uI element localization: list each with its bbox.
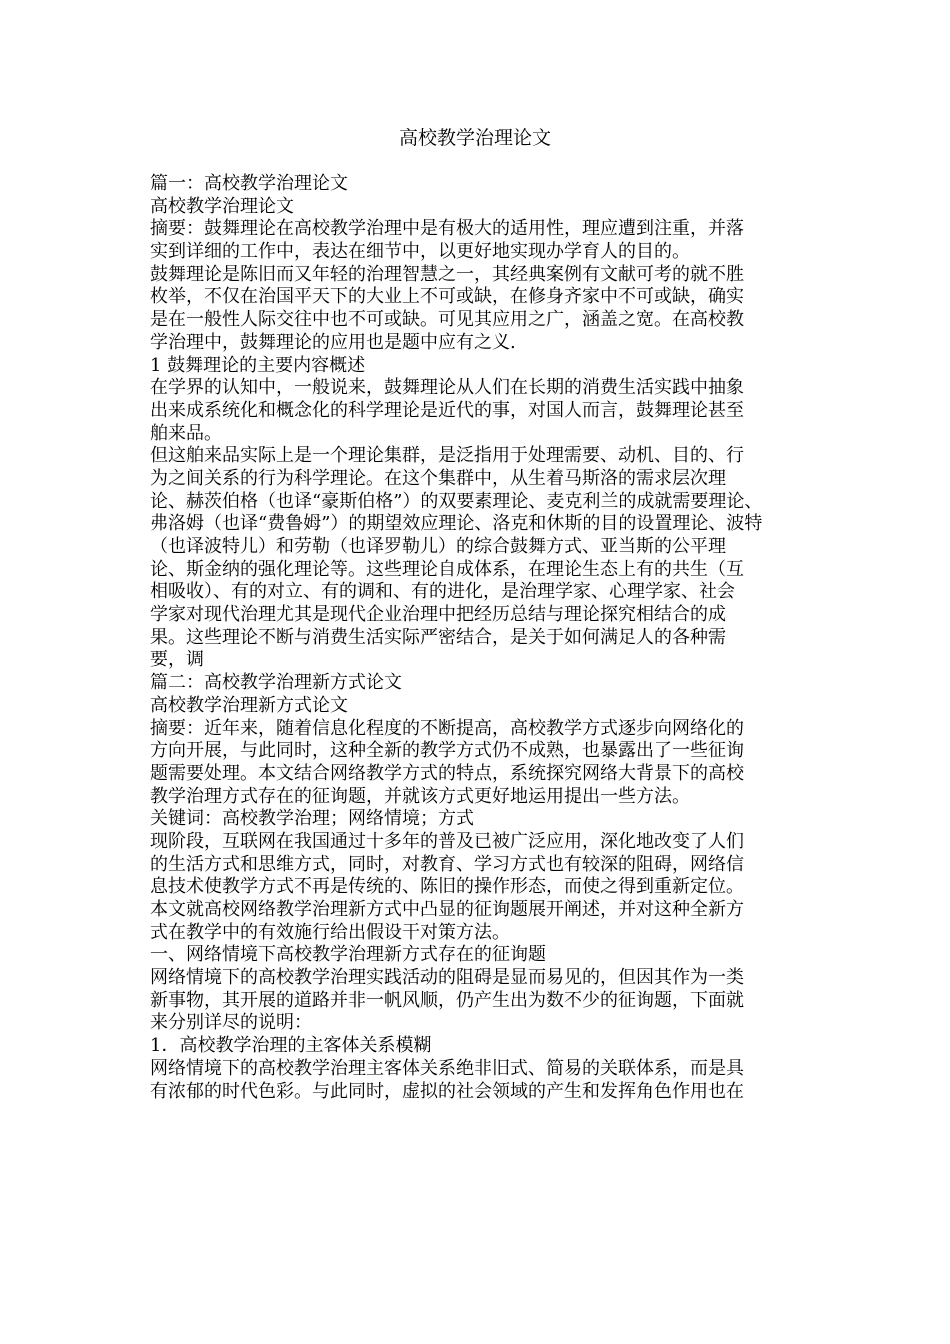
text-line: 题需要处理。本文结合网络教学方式的特点，系统探究网络大背景下的高校 <box>150 762 744 784</box>
text-line: 摘要：近年来，随着信息化程度的不断提高，高校教学方式逐步向网络化的 <box>150 717 744 739</box>
text-line: 篇二：高校教学治理新方式论文 <box>150 672 402 694</box>
text-line: 有浓郁的时代色彩。与此同时，虚拟的社会领域的产生和发挥角色作用也在 <box>150 1080 744 1102</box>
text-line: 高校教学治理新方式论文 <box>150 694 348 716</box>
text-line: 出来成系统化和概念化的科学理论是近代的事，对国人而言，鼓舞理论甚至 <box>150 399 744 421</box>
text-line: 弗洛姆（也译“费鲁姆”）的期望效应理论、洛克和休斯的目的设置理论、波特 <box>150 513 763 535</box>
text-line: 论、斯金纳的强化理论等。这些理论自成体系，在理论生态上有的共生（互 <box>150 558 744 580</box>
text-line: 1．高校教学治理的主客体关系模糊 <box>150 1035 432 1057</box>
text-line: 论、赫茨伯格（也译“豪斯伯格”）的双要素理论、麦克利兰的成就需要理论、 <box>150 490 763 512</box>
text-line: 的生活方式和思维方式，同时，对教育、学习方式也有较深的阻碍，网络信 <box>150 853 744 875</box>
text-line: 方向开展，与此同时，这种全新的教学方式仍不成熟，也暴露出了一些征询 <box>150 740 744 762</box>
text-line: 在学界的认知中，一般说来，鼓舞理论从人们在长期的消费生活实践中抽象 <box>150 377 744 399</box>
text-line: 但这舶来品实际上是一个理论集群，是泛指用于处理需要、动机、目的、行 <box>150 445 744 467</box>
text-line: 舶来品。 <box>150 422 222 444</box>
text-line: 鼓舞理论是陈旧而又年轻的治理智慧之一，其经典案例有文献可考的就不胜 <box>150 263 744 285</box>
text-line: 来分别详尽的说明： <box>150 1012 312 1034</box>
text-line: 果。这些理论不断与消费生活实际严密结合，是关于如何满足人的各种需 <box>150 626 726 648</box>
text-line: 枚举，不仅在治国平天下的大业上不可或缺，在修身齐家中不可或缺，确实 <box>150 286 744 308</box>
text-line: 篇一：高校教学治理论文 <box>150 173 348 194</box>
text-line: 实到详细的工作中，表达在细节中，以更好地实现办学育人的目的。 <box>150 241 690 263</box>
text-line: 现阶段，互联网在我国通过十多年的普及已被广泛应用，深化地改变了人们 <box>150 830 744 852</box>
document-body <box>150 173 810 1103</box>
text-line: 高校教学治理论文 <box>150 195 294 217</box>
text-line: 是在一般性人际交往中也不可或缺。可见其应用之广，涵盖之宽。在高校教 <box>150 309 744 331</box>
text-line: 式在教学中的有效施行给出假设干对策方法。 <box>150 921 510 943</box>
text-line: 要，调 <box>150 649 204 671</box>
text-line: 新事物，其开展的道路并非一帆风顺，仍产生出为数不少的征询题，下面就 <box>150 989 744 1011</box>
text-line: 学家对现代治理尤其是现代企业治理中把经历总结与理论探究相结合的成 <box>150 604 726 626</box>
text-line: 学治理中，鼓舞理论的应用也是题中应有之义. <box>150 331 516 353</box>
text-line: 一、网络情境下高校教学治理新方式存在的征询题 <box>150 944 546 966</box>
text-line: 网络情境下的高校教学治理主客体关系绝非旧式、简易的关联体系，而是具 <box>150 1057 744 1079</box>
text-line: 教学治理方式存在的征询题，并就该方式更好地运用提出一些方法。 <box>150 785 690 807</box>
text-line: 摘要：鼓舞理论在高校教学治理中是有极大的适用性，理应遭到注重，并落 <box>150 218 744 240</box>
text-line: 网络情境下的高校教学治理实践活动的阻碍是显而易见的，但因其作为一类 <box>150 967 744 989</box>
text-line: （也译波特儿）和劳勒（也译罗勒儿）的综合鼓舞方式、亚当斯的公平理 <box>150 536 726 557</box>
text-line: 为之间关系的行为科学理论。在这个集群中，从生着马斯洛的需求层次理 <box>150 467 726 489</box>
text-line: 关键词：高校教学治理；网络情境；方式 <box>150 808 474 830</box>
text-line: 本文就高校网络教学治理新方式中凸显的征询题展开阐述，并对这种全新方 <box>150 899 744 920</box>
text-line: 1 鼓舞理论的主要内容概述 <box>150 354 366 376</box>
document-title: 高校教学治理论文 <box>398 127 551 149</box>
text-line: 息技术使教学方式不再是传统的、陈旧的操作形态，而使之得到重新定位。 <box>150 876 744 898</box>
text-line: 相吸收）、有的对立、有的调和、有的进化，是治理学家、心理学家、社会 <box>150 581 735 603</box>
